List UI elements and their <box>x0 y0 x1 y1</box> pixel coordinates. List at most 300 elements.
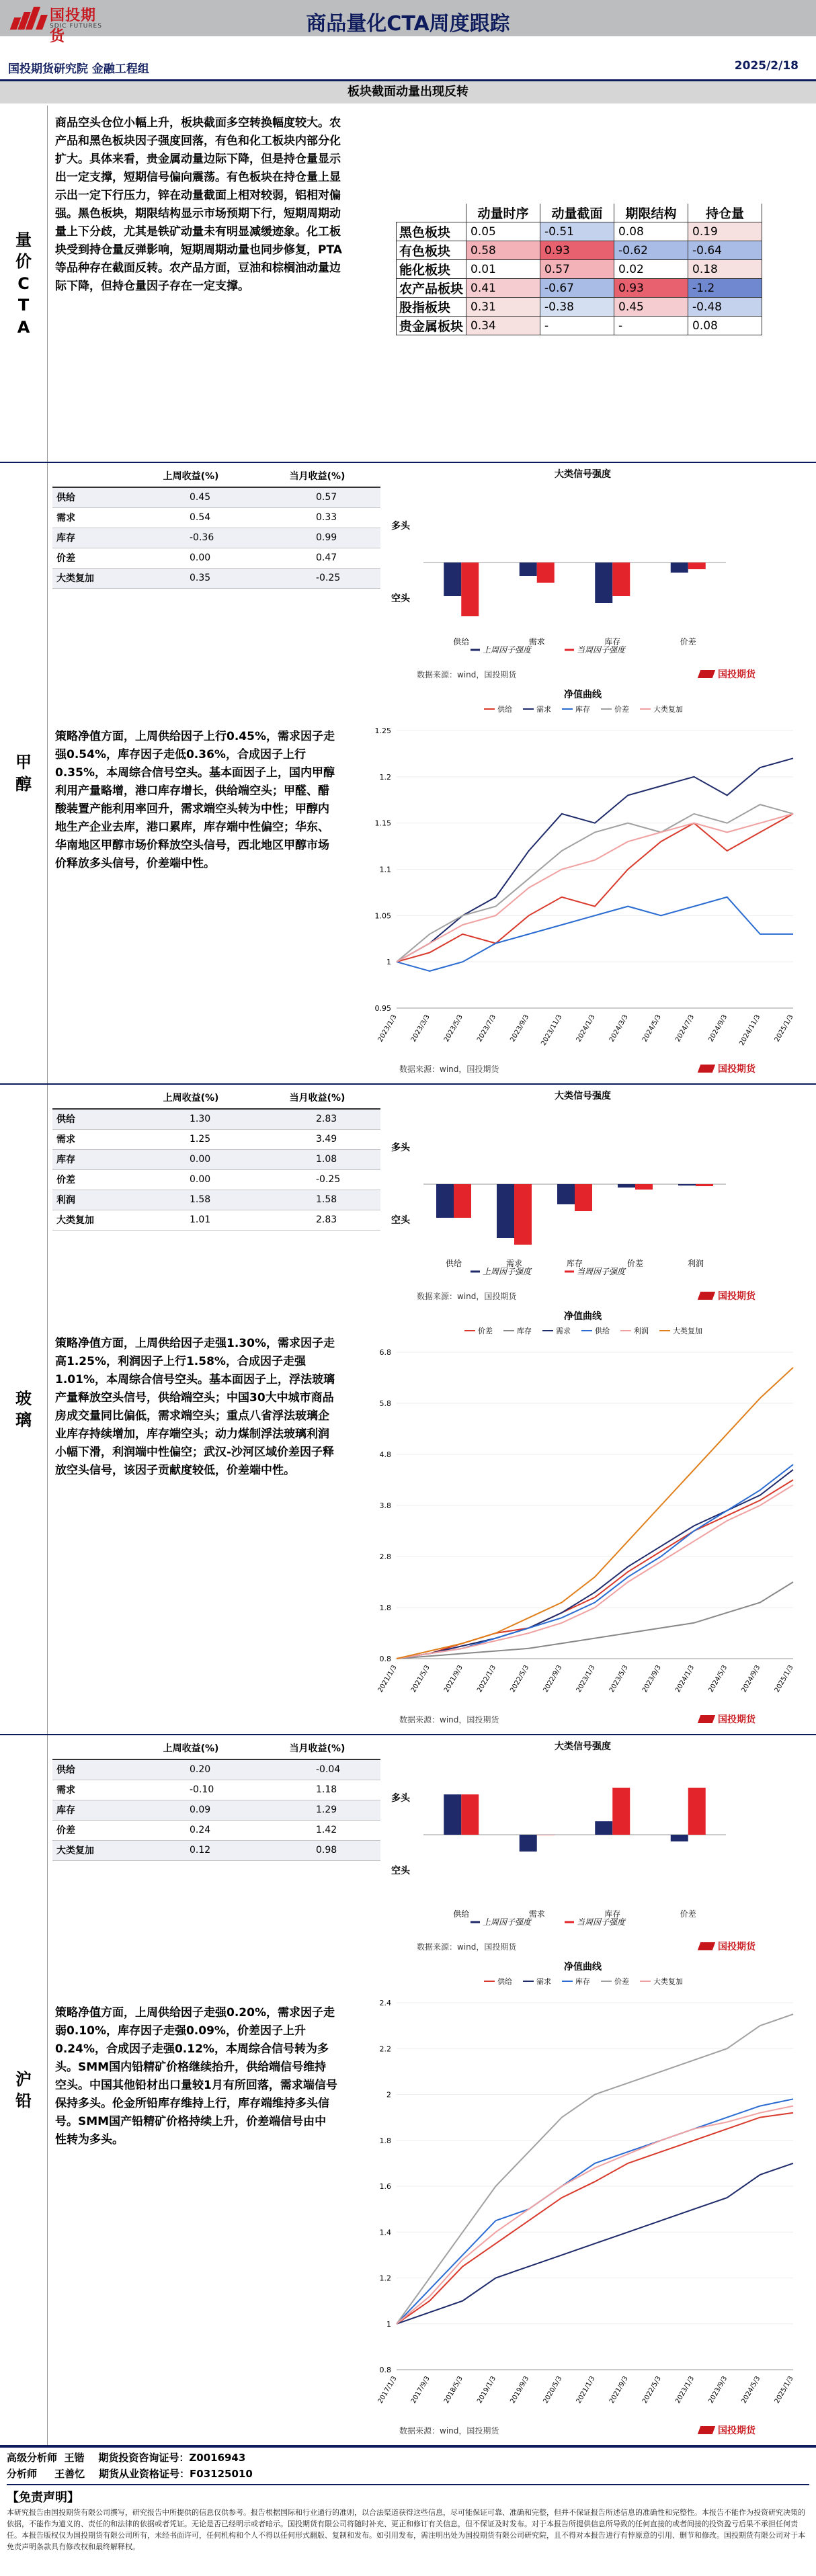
bar-chart-source: 数据来源：wind，国投期货 <box>417 670 517 679</box>
analyst2-name: 王善忆 <box>54 2468 85 2480</box>
signal-chart-title: 大类信号强度 <box>555 1741 611 1752</box>
nav-ytick-label: 1.1 <box>379 865 391 874</box>
nav-legend-label: 价差 <box>614 1977 629 1986</box>
table-cell: 1.42 <box>254 1820 380 1840</box>
table-row <box>52 1169 380 1190</box>
table-cell: 0.57 <box>254 487 380 507</box>
nav-xtick-label: 2025/1/3 <box>773 2375 795 2405</box>
signal-chart-title: 大类信号强度 <box>555 469 611 480</box>
nav-xtick-label: 2021/9/3 <box>608 2375 630 2405</box>
signal-bar <box>557 1184 575 1204</box>
heatmap-row <box>397 241 762 260</box>
nav-ytick-label: 1 <box>386 958 391 967</box>
table-cell: 供给 <box>52 487 128 507</box>
nav-xtick-label: 2023/3/3 <box>409 1013 432 1044</box>
category-tick-label: 需求 <box>505 1259 523 1268</box>
product-divider <box>47 1085 48 1734</box>
nav-chart-brand: 国投期货 <box>699 2423 756 2437</box>
nav-xtick-label: 2024/1/3 <box>674 1664 696 1694</box>
table-cell: 0.35 <box>128 568 254 588</box>
nav-chart-source: 数据来源：wind，国投期货 <box>399 1065 499 1074</box>
nav-xtick-label: 2017/1/3 <box>376 2375 399 2405</box>
nav-xtick-label: 2021/1/3 <box>575 2375 597 2405</box>
heatmap-row <box>397 317 762 335</box>
heatmap-cell: 0.18 <box>688 260 762 279</box>
signal-bar <box>454 1184 471 1218</box>
category-tick-label: 库存 <box>604 637 621 647</box>
nav-xtick-label: 2024/11/3 <box>738 1013 762 1047</box>
nav-xtick-label: 2017/9/3 <box>409 2375 432 2405</box>
category-tick-label: 供给 <box>453 1909 470 1919</box>
heatmap-cell: -0.67 <box>540 279 614 298</box>
nav-xtick-label: 2021/5/3 <box>409 1664 432 1694</box>
nav-ytick-label: 1.6 <box>379 2182 391 2191</box>
table-row <box>52 1109 380 1129</box>
heatmap-row <box>397 298 762 317</box>
product-analysis-text: 策略净值方面，上周供给因子上行0.45%，需求因子走强0.54%，库存因子走低0.36%，合成因子上行0.35%，本周综合信号空头。基本面因子上，国内甲醇利用产量略增，港口库存增长，供给端空头；甲醛、醋酸装置产能利用率回升，需求端空头转为中性；甲醇内地生产企业去库，港口累库，库存端中性偏空；华东、华南地区甲醇市场价释放空头信号，西北地区甲醇市场价释放多头信号，价差端中性。 <box>55 730 335 870</box>
nav-legend-label: 大类复加 <box>653 705 683 714</box>
signal-bar <box>671 563 688 573</box>
nav-ytick-label: 2 <box>386 2090 391 2100</box>
table-cell: 0.98 <box>254 1840 380 1860</box>
table-col-header: 当月收益(%) <box>254 1737 380 1759</box>
product-name: 甲醇 <box>15 753 32 794</box>
table-cell: -0.36 <box>128 528 254 548</box>
section-title: 板块截面动量出现反转 <box>0 79 816 103</box>
nav-ytick-label: 1.15 <box>374 819 391 828</box>
nav-chart-title: 净值曲线 <box>564 1962 602 1972</box>
nav-xtick-label: 2023/11/3 <box>540 1013 564 1047</box>
analyst2-label: 分析师 <box>7 2468 38 2480</box>
heatmap-cell: -0.62 <box>614 241 688 260</box>
nav-xtick-label: 2024/9/3 <box>707 1013 729 1044</box>
nav-legend-label: 供给 <box>595 1327 610 1335</box>
nav-ytick-label: 1.4 <box>379 2228 391 2237</box>
table-col-header: 上周收益(%) <box>128 1737 254 1759</box>
table-cell: 0.00 <box>128 1149 254 1169</box>
table-cell: 价差 <box>52 1820 128 1840</box>
nav-ytick-label: 2.8 <box>379 1552 391 1561</box>
nav-legend-label: 库存 <box>575 705 590 714</box>
table-cell: 大类复加 <box>52 568 128 588</box>
nav-ytick-label: 1.2 <box>379 2274 391 2283</box>
nav-legend-label: 大类复加 <box>653 1977 683 1986</box>
heatmap-header-row <box>397 204 762 222</box>
signal-bar-chart <box>350 1104 813 1278</box>
cta-divider <box>47 106 48 462</box>
bar-chart-brand: 国投期货 <box>699 1940 756 1953</box>
cta-label-text: 量价CTA <box>15 231 32 337</box>
nav-legend-label: 库存 <box>517 1327 532 1335</box>
table-cell: -0.10 <box>128 1780 254 1800</box>
nav-ytick-label: 1.2 <box>379 772 391 782</box>
nav-xtick-label: 2022/9/3 <box>542 1664 564 1694</box>
heatmap-cell: 0.08 <box>688 317 762 335</box>
nav-legend-label: 需求 <box>556 1327 571 1335</box>
heatmap-row-label: 农产品板块 <box>397 279 466 298</box>
legend-label: 上周因子强度 <box>483 645 532 655</box>
signal-bar <box>612 1788 630 1835</box>
heatmap-cell: 0.31 <box>466 298 540 317</box>
signal-bar <box>688 1788 706 1835</box>
table-row <box>52 1820 380 1840</box>
cta-section-label <box>0 106 47 462</box>
heatmap-row <box>397 279 762 298</box>
table-cell: 0.99 <box>254 528 380 548</box>
legend-label: 当周因子强度 <box>577 1267 626 1276</box>
nav-ytick-label: 1.8 <box>379 1604 391 1612</box>
heatmap-cell: 0.93 <box>614 279 688 298</box>
table-cell: 1.25 <box>128 1129 254 1149</box>
heatmap-col-header: 持仓量 <box>688 204 762 222</box>
heatmap-row-label: 有色板块 <box>397 241 466 260</box>
nav-xtick-label: 2024/9/3 <box>740 1664 762 1694</box>
table-col-header: 上周收益(%) <box>128 1086 254 1109</box>
category-tick-label: 价差 <box>680 637 696 647</box>
heatmap-cell: - <box>540 317 614 335</box>
nav-ytick-label: 1.8 <box>379 2136 391 2145</box>
heatmap-row <box>397 260 762 279</box>
nav-xtick-label: 2023/9/3 <box>509 1013 531 1044</box>
heatmap-col-header <box>397 204 466 222</box>
analyst2-cert: 期货从业资格证号：F03125010 <box>99 2468 253 2480</box>
nav-xtick-label: 2023/5/3 <box>442 1013 464 1044</box>
heatmap-cell: -0.64 <box>688 241 762 260</box>
product-name: 玻璃 <box>15 1388 32 1429</box>
nav-xtick-label: 2024/5/3 <box>740 2375 762 2405</box>
nav-xtick-label: 2024/7/3 <box>674 1013 696 1044</box>
product-name: 沪铅 <box>15 2069 32 2110</box>
long-axis-label: 多头 <box>391 521 410 532</box>
nav-line-chart <box>350 1976 813 2423</box>
table-row <box>52 1759 380 1780</box>
nav-chart-source: 数据来源：wind，国投期货 <box>399 1715 499 1725</box>
nav-xtick-label: 2024/1/3 <box>575 1013 597 1044</box>
table-row <box>52 528 380 548</box>
heatmap-col-header: 期限结构 <box>614 204 688 222</box>
table-cell: 大类复加 <box>52 1840 128 1860</box>
nav-xtick-label: 2024/5/3 <box>707 1664 729 1694</box>
nav-ytick-label: 4.8 <box>379 1450 391 1459</box>
signal-bar <box>575 1184 592 1211</box>
table-row <box>52 1129 380 1149</box>
nav-ytick-label: 2.4 <box>379 1999 391 2007</box>
table-cell: 价差 <box>52 548 128 568</box>
table-cell: 需求 <box>52 507 128 528</box>
nav-series-line <box>397 1485 793 1659</box>
product-label <box>0 1085 47 1734</box>
signal-bar <box>520 1835 537 1852</box>
nav-ytick-label: 6.8 <box>379 1348 391 1357</box>
table-row <box>52 1840 380 1860</box>
disclaimer-title: 【免责声明】 <box>7 2484 809 2505</box>
heatmap-cell: -0.48 <box>688 298 762 317</box>
nav-xtick-label: 2023/1/3 <box>575 1664 597 1694</box>
nav-xtick-label: 2019/9/3 <box>509 2375 531 2405</box>
signal-bar <box>595 563 612 603</box>
table-row <box>52 487 380 507</box>
table-cell: 1.30 <box>128 1109 254 1129</box>
table-cell: 需求 <box>52 1780 128 1800</box>
nav-chart-brand: 国投期货 <box>699 1062 756 1075</box>
heatmap-cell: 0.02 <box>614 260 688 279</box>
nav-xtick-label: 2023/9/3 <box>641 1664 663 1694</box>
heatmap-row-label: 能化板块 <box>397 260 466 279</box>
factor-heatmap-table <box>396 204 762 335</box>
nav-xtick-label: 2023/7/3 <box>476 1013 498 1044</box>
table-col-header: 当月收益(%) <box>254 464 380 487</box>
table-header-row <box>52 1086 380 1109</box>
signal-bar-chart <box>350 482 813 657</box>
table-row <box>52 1149 380 1169</box>
table-cell: 0.33 <box>254 507 380 528</box>
signal-bar <box>461 1794 479 1835</box>
nav-xtick-label: 2024/3/3 <box>608 1013 630 1044</box>
table-cell: 0.24 <box>128 1820 254 1840</box>
table-cell: 1.29 <box>254 1800 380 1820</box>
nav-legend-label: 供给 <box>497 1977 512 1986</box>
nav-ytick-label: 1 <box>386 2319 391 2329</box>
signal-bar <box>444 1794 461 1835</box>
table-header-row <box>52 1737 380 1759</box>
nav-ytick-label: 2.2 <box>379 2044 391 2054</box>
nav-line-chart <box>350 704 813 1062</box>
factor-return-table <box>52 1737 380 1861</box>
category-tick-label: 需求 <box>528 1909 545 1919</box>
nav-series-line <box>397 814 793 962</box>
signal-bar <box>520 563 537 576</box>
heatmap-cell: 0.41 <box>466 279 540 298</box>
nav-legend-label: 库存 <box>575 1977 590 1986</box>
nav-xtick-label: 2021/1/3 <box>376 1664 399 1694</box>
heatmap-col-header: 动量截面 <box>540 204 614 222</box>
table-cell: 1.01 <box>128 1210 254 1230</box>
table-header-row <box>52 464 380 487</box>
table-cell: 价差 <box>52 1169 128 1190</box>
footer-divider <box>0 2446 816 2448</box>
institute-name: 国投期货研究院 金融工程组 <box>8 63 149 76</box>
table-cell: 0.45 <box>128 487 254 507</box>
product-label <box>0 1735 47 2445</box>
legend-label: 上周因子强度 <box>483 1267 532 1276</box>
table-row <box>52 548 380 568</box>
nav-xtick-label: 2023/5/3 <box>608 1664 630 1694</box>
table-cell: 3.49 <box>254 1129 380 1149</box>
cta-summary-text: 商品空头仓位小幅上升，板块截面多空转换幅度较大。农产品和黑色板块因子强度回落，有色和化工板块内部分化扩大。具体来看，贵金属动量边际下降，但是持仓量显示出一定支撑，短期信号偏向震荡。有色板块在持仓量上显示出一定下行压力，锌在动量截面上相对较弱，铝相对偏强。黑色板块，期限结构显示市场预期下行，短期周期动量上下分歧，尤其是铁矿动量未有明显减缓迹象。化工板块受到持仓量反弹影响，短期周期动量也同步修复，PTA等品种存在截面反转。农产品方面，豆油和棕榈油动量边际下降，但持仓量因子存在一定支撑。 <box>55 116 342 293</box>
legend-label: 当周因子强度 <box>577 1917 626 1927</box>
analyst1-label: 高级分析师 <box>7 2452 58 2464</box>
category-tick-label: 库存 <box>566 1259 583 1268</box>
nav-series-line <box>397 1464 793 1659</box>
product-divider <box>47 1735 48 2445</box>
table-cell: 库存 <box>52 1800 128 1820</box>
heatmap-cell: -0.51 <box>540 222 614 241</box>
table-cell: 0.47 <box>254 548 380 568</box>
nav-xtick-label: 2022/5/3 <box>509 1664 531 1694</box>
signal-bar <box>497 1184 514 1238</box>
nav-series-line <box>397 2106 793 2324</box>
signal-bar-chart <box>350 1754 813 1929</box>
nav-xtick-label: 2018/5/3 <box>442 2375 464 2405</box>
category-tick-label: 库存 <box>604 1909 621 1919</box>
analyst1-cert: 期货投资咨询证号：Z0016943 <box>98 2452 246 2464</box>
table-cell: 1.58 <box>128 1190 254 1210</box>
short-axis-label: 空头 <box>391 1866 410 1876</box>
legend-label: 上周因子强度 <box>483 1917 532 1927</box>
nav-legend-label: 供给 <box>497 705 512 714</box>
nav-series-line <box>397 2113 793 2324</box>
nav-xtick-label: 2023/1/3 <box>674 2375 696 2405</box>
heatmap-row <box>397 222 762 241</box>
info-bar <box>0 59 816 74</box>
section-divider <box>0 1083 816 1085</box>
logo-subtext: SDIC FUTURES <box>50 23 102 30</box>
logo-text: 国投期货 <box>50 7 97 45</box>
heatmap-cell: - <box>614 317 688 335</box>
nav-xtick-label: 2023/9/3 <box>707 2375 729 2405</box>
signal-bar <box>671 1835 688 1841</box>
category-tick-label: 需求 <box>528 637 545 647</box>
table-col-header <box>52 1737 128 1759</box>
signal-bar <box>436 1184 454 1218</box>
nav-line-chart <box>350 1325 813 1712</box>
nav-ytick-label: 0.8 <box>379 1655 391 1663</box>
short-axis-label: 空头 <box>391 593 410 604</box>
table-col-header: 上周收益(%) <box>128 464 254 487</box>
factor-return-table <box>52 464 380 589</box>
signal-bar <box>688 563 706 569</box>
nav-ytick-label: 1.25 <box>374 726 391 735</box>
table-col-header: 当月收益(%) <box>254 1086 380 1109</box>
bar-chart-source: 数据来源：wind，国投期货 <box>417 1292 517 1301</box>
nav-xtick-label: 2019/1/3 <box>476 2375 498 2405</box>
factor-return-table <box>52 1086 380 1231</box>
table-cell: 0.12 <box>128 1840 254 1860</box>
table-row <box>52 568 380 588</box>
report-date: 2025/2/18 <box>734 59 799 73</box>
table-cell: -0.25 <box>254 1169 380 1190</box>
signal-chart-title: 大类信号强度 <box>555 1091 611 1102</box>
table-cell: -0.25 <box>254 568 380 588</box>
bar-chart-brand: 国投期货 <box>699 1289 756 1302</box>
nav-ytick-label: 1.05 <box>374 911 391 921</box>
nav-xtick-label: 2021/9/3 <box>442 1664 464 1694</box>
nav-xtick-label: 2024/5/3 <box>641 1013 663 1044</box>
nav-xtick-label: 2022/1/3 <box>476 1664 498 1694</box>
heatmap-cell: 0.58 <box>466 241 540 260</box>
nav-ytick-label: 0.95 <box>374 1004 391 1013</box>
nav-ytick-label: 5.8 <box>379 1399 391 1408</box>
nav-legend-label: 需求 <box>536 705 551 714</box>
table-cell: 0.00 <box>128 548 254 568</box>
disclaimer-text: 本研究报告由国投期货有限公司撰写，研究报告中所提供的信息仅供参考。报告根据国际和行业通行的准则，以合法渠道获得这些信息，尽可能保证可靠、准确和完整，但并不保证报告所述信息的准确性和完整性。本报告不能作为投资研究决策的依据，不能作为道义的、责任的和法律的依据或者凭证。无论是否已经明示或者暗示。国投期货有限公司将随时补充、更正和修订有关信息，但不保证及时发布。对于本报告所提供信息所导致的任何直接的或者间接的投资盈亏后果不承担任何责任。本报告版权仅为国投期货有限公司所有，未经书面许可，任何机构和个人不得以任何形式翻版、复制和发布。如引用发布，需注明出处为国投期货有限公司研究院，且不得对本报告进行有悖原意的引用、删节和修改。国投期货有限公司对于本免责声明条款具有修改权和最终解释权。 <box>7 2508 805 2551</box>
table-cell: 1.18 <box>254 1780 380 1800</box>
nav-ytick-label: 3.8 <box>379 1501 391 1510</box>
product-analysis-text: 策略净值方面，上周供给因子走强0.20%，需求因子走弱0.10%，库存因子走强0.09%，价差因子上升0.24%，合成因子走强0.12%，本周综合信号转为多头。SMM国内铅精矿价格继续抬升，供给端信号维持空头。中国其他铅材出口量较1月有所回落，需求端信号保持多头。伦金所铅库存维持上行，库存端维持多头信号。SMM国产铅精矿价格持续上升，价差端信号由中性转为多头。 <box>55 2006 337 2147</box>
table-cell: 2.83 <box>254 1109 380 1129</box>
heatmap-cell: 0.19 <box>688 222 762 241</box>
nav-chart-title: 净值曲线 <box>564 690 602 700</box>
signal-bar <box>537 563 555 583</box>
nav-series-line <box>397 2099 793 2324</box>
signal-bar <box>635 1184 653 1190</box>
nav-chart-source: 数据来源：wind，国投期货 <box>399 2426 499 2436</box>
signal-bar <box>618 1184 635 1188</box>
short-axis-label: 空头 <box>391 1215 410 1226</box>
category-tick-label: 利润 <box>687 1259 704 1268</box>
signal-bar <box>696 1184 713 1186</box>
table-cell: 需求 <box>52 1129 128 1149</box>
category-tick-label: 价差 <box>680 1909 696 1919</box>
heatmap-cell: 0.05 <box>466 222 540 241</box>
table-cell: 0.09 <box>128 1800 254 1820</box>
long-axis-label: 多头 <box>391 1793 410 1804</box>
long-axis-label: 多头 <box>391 1142 410 1153</box>
table-cell: 1.58 <box>254 1190 380 1210</box>
table-cell: 2.83 <box>254 1210 380 1230</box>
table-row <box>52 1190 380 1210</box>
category-tick-label: 价差 <box>626 1259 644 1268</box>
nav-legend-label: 价差 <box>478 1327 493 1335</box>
table-col-header <box>52 1086 128 1109</box>
legend-label: 当周因子强度 <box>577 645 626 655</box>
table-row <box>52 507 380 528</box>
heatmap-cell: 0.34 <box>466 317 540 335</box>
heatmap-cell: 0.45 <box>614 298 688 317</box>
bar-chart-brand: 国投期货 <box>699 667 756 681</box>
heatmap-cell: 0.01 <box>466 260 540 279</box>
heatmap-row-label: 黑色板块 <box>397 222 466 241</box>
table-row <box>52 1780 380 1800</box>
product-label <box>0 463 47 1083</box>
heatmap-row-label: 贵金属板块 <box>397 317 466 335</box>
table-cell: 库存 <box>52 528 128 548</box>
nav-legend-label: 大类复加 <box>673 1327 702 1335</box>
table-row <box>52 1800 380 1820</box>
nav-legend-label: 需求 <box>536 1977 551 1986</box>
nav-series-line <box>397 2014 793 2324</box>
table-cell: 0.00 <box>128 1169 254 1190</box>
heatmap-row-label: 股指板块 <box>397 298 466 317</box>
nav-series-line <box>397 814 793 962</box>
signal-bar <box>461 563 479 616</box>
section-divider <box>0 462 816 463</box>
nav-xtick-label: 2023/1/3 <box>376 1013 399 1044</box>
top-header-bar <box>0 0 816 45</box>
table-cell: 0.54 <box>128 507 254 528</box>
signal-bar <box>514 1184 532 1245</box>
table-cell: 大类复加 <box>52 1210 128 1230</box>
nav-series-line <box>397 897 793 971</box>
heatmap-col-header: 动量时序 <box>466 204 540 222</box>
table-col-header <box>52 464 128 487</box>
table-cell: 库存 <box>52 1149 128 1169</box>
heatmap-cell: 0.93 <box>540 241 614 260</box>
heatmap-cell: 0.57 <box>540 260 614 279</box>
product-analysis-text: 策略净值方面，上周供给因子走强1.30%，需求因子走高1.25%，利润因子上行1.58%，合成因子走强1.01%，本周综合信号空头。基本面因子上，浮法玻璃产量释放空头信号，供给端空头；中国30大中城市商品房成交量同比偏低，需求端空头；重点八省浮法玻璃企业库存持续增加，库存端空头；动力煤制浮法玻璃利润小幅下滑，利润端中性偏空；武汉-沙河区域价差因子释放空头信号，该因子贡献度较低，价差端中性。 <box>55 1337 335 1477</box>
signal-bar <box>678 1184 696 1186</box>
nav-legend-label: 利润 <box>634 1327 649 1335</box>
section-divider <box>0 1734 816 1735</box>
category-tick-label: 供给 <box>445 1259 462 1268</box>
nav-series-line <box>397 1470 793 1659</box>
table-cell: 利润 <box>52 1190 128 1210</box>
page-title: 商品量化CTA周度跟踪 <box>306 12 510 36</box>
nav-ytick-label: 0.8 <box>379 2366 391 2374</box>
nav-xtick-label: 2022/5/3 <box>641 2375 663 2405</box>
analyst-senior <box>7 2450 245 2464</box>
nav-chart-brand: 国投期货 <box>699 1712 756 1726</box>
